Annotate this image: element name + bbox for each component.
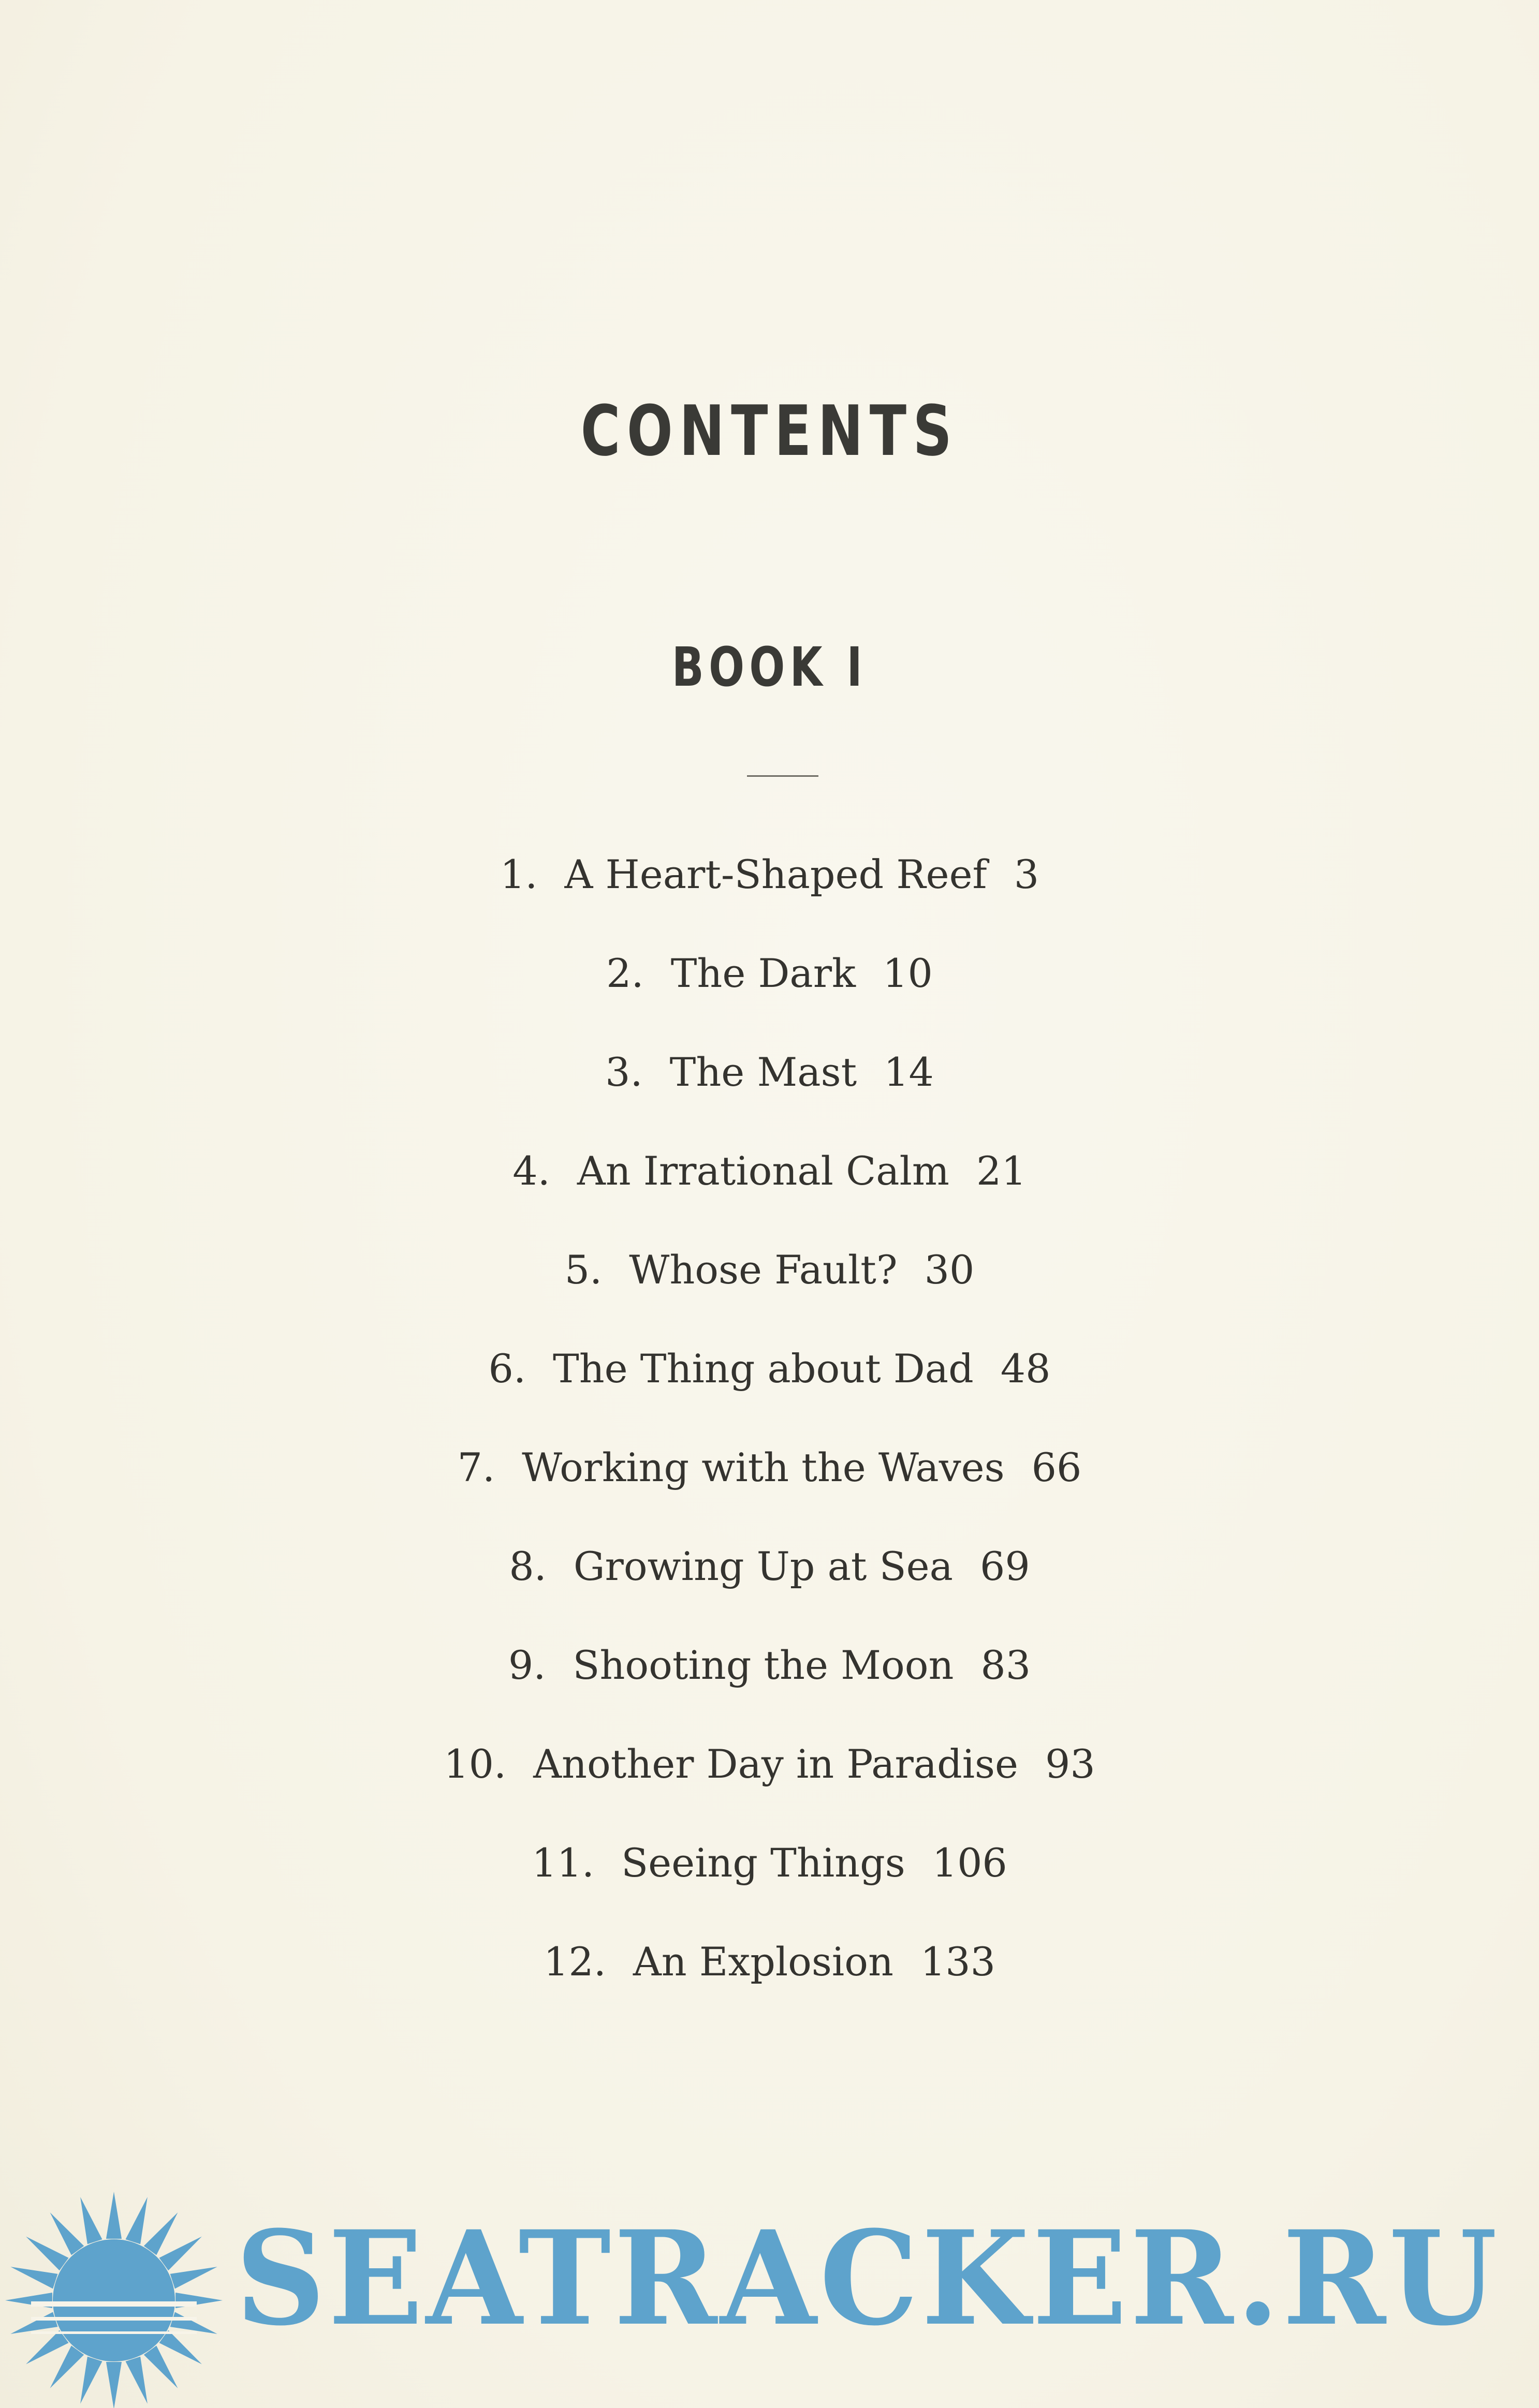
page-number: 3: [1014, 851, 1039, 897]
toc-entry[interactable]: [0, 1442, 1539, 1541]
chapter-title: Another Day in Paradise: [533, 1741, 1019, 1787]
toc-entry[interactable]: [0, 948, 1539, 1046]
sun-ray: [26, 2330, 68, 2365]
toc-entry[interactable]: [0, 1145, 1539, 1244]
page-number: 133: [920, 1939, 995, 1985]
toc-entry[interactable]: [0, 1541, 1539, 1639]
page-number: 106: [932, 1840, 1007, 1886]
page-number: 48: [1000, 1346, 1051, 1392]
toc-entry[interactable]: [0, 1837, 1539, 1936]
sun-ray: [80, 2197, 102, 2244]
watermark: [0, 2181, 1539, 2408]
watermark-text: SEATRACKER.RU: [236, 2202, 1500, 2354]
chapter-number: 6.: [488, 1346, 526, 1392]
table-of-contents: [0, 849, 1539, 2035]
page-number: 83: [980, 1642, 1031, 1688]
chapter-title: Growing Up at Sea: [573, 1543, 953, 1589]
contents-heading: CONTENTS: [580, 391, 959, 471]
page-number: 21: [976, 1148, 1027, 1194]
chapter-number: 2.: [606, 950, 644, 996]
chapter-number: 9.: [508, 1642, 546, 1688]
toc-entry[interactable]: [0, 1046, 1539, 1145]
sun-ray: [144, 2212, 178, 2255]
toc-entry[interactable]: [0, 1738, 1539, 1837]
page-number: 93: [1045, 1741, 1095, 1787]
chapter-number: 4.: [512, 1148, 550, 1194]
chapter-title: Shooting the Moon: [573, 1642, 954, 1688]
chapter-number: 10.: [444, 1741, 507, 1787]
chapter-number: 11.: [532, 1840, 595, 1886]
sun-ray: [170, 2267, 217, 2288]
sun-ray: [125, 2197, 147, 2244]
sun-ray: [26, 2237, 68, 2271]
chapter-number: 5.: [564, 1247, 603, 1293]
sun-ray: [159, 2237, 201, 2271]
chapter-title: A Heart-Shaped Reef: [564, 851, 987, 897]
sun-ray: [159, 2330, 201, 2365]
chapter-title: An Irrational Calm: [577, 1148, 949, 1194]
page-number: 14: [884, 1049, 934, 1095]
sun-ray: [125, 2357, 147, 2404]
sun-ray: [106, 2362, 122, 2408]
chapter-title: Seeing Things: [621, 1840, 905, 1886]
chapter-title: Working with the Waves: [522, 1444, 1005, 1490]
chapter-number: 8.: [509, 1543, 547, 1589]
sun-ray: [144, 2345, 178, 2388]
sun-ray: [50, 2345, 84, 2388]
toc-entry[interactable]: [0, 1639, 1539, 1738]
page-number: 10: [883, 950, 933, 996]
sun-ray: [170, 2312, 217, 2333]
toc-entry[interactable]: [0, 1936, 1539, 2035]
chapter-title: The Thing about Dad: [553, 1346, 974, 1392]
page-number: 69: [979, 1543, 1030, 1589]
chapter-number: 12.: [544, 1939, 606, 1985]
sun-ray: [10, 2267, 57, 2288]
chapter-title: The Dark: [670, 950, 856, 996]
sun-ray: [80, 2357, 102, 2404]
sun-over-sea-icon: [0, 2181, 228, 2408]
sun-ray: [10, 2312, 57, 2333]
page-number: 66: [1031, 1444, 1082, 1490]
page-number: 30: [924, 1247, 975, 1293]
sun-ray: [50, 2212, 84, 2255]
chapter-number: 7.: [457, 1444, 495, 1490]
book-heading: BOOK I: [671, 636, 868, 699]
chapter-title: Whose Fault?: [629, 1247, 898, 1293]
toc-entry[interactable]: [0, 1343, 1539, 1442]
divider-rule: [747, 775, 818, 777]
chapter-number: 3.: [605, 1049, 643, 1095]
chapter-number: 1.: [500, 851, 538, 897]
chapter-title: The Mast: [669, 1049, 857, 1095]
sun-ray: [106, 2192, 122, 2239]
toc-entry[interactable]: [0, 849, 1539, 948]
toc-entry[interactable]: [0, 1244, 1539, 1343]
chapter-title: An Explosion: [633, 1939, 893, 1985]
